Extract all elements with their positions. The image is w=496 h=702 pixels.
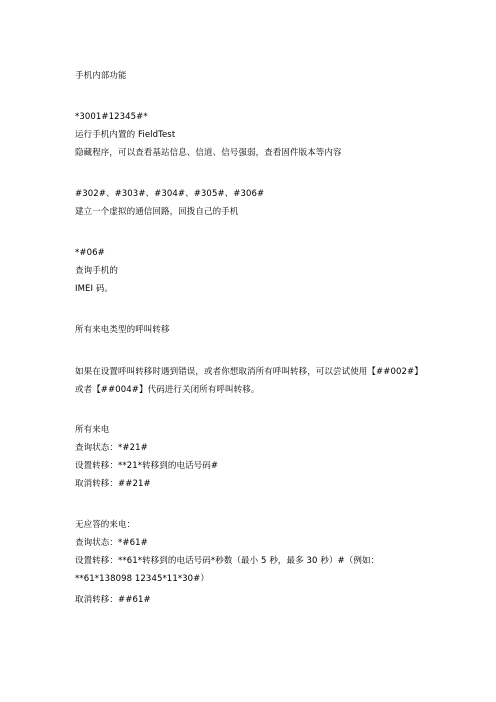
document-title: 手机内部功能 xyxy=(75,71,127,81)
fieldtest-code: *3001#12345#* xyxy=(75,112,148,122)
loop-desc: 建立一个虚拟的通信回路，回拨自己的手机 xyxy=(75,207,239,217)
fieldtest-line2: 隐藏程序，可以查看基站信息、信道、信号强弱，查看固件版本等内容 xyxy=(75,148,342,158)
no-answer-heading: 无应答的来电： xyxy=(75,520,136,530)
imei-line2: IMEI 码。 xyxy=(75,284,114,294)
imei-code: *#06# xyxy=(75,248,105,258)
forward-all-types-paragraph: 如果在设置呼叫转移时遇到错误，或者你想取消所有呼叫转移，可以尝试使用【##002#】或者【##004#】代码进行关闭所有呼叫转移。 xyxy=(75,367,419,395)
loop-code: #302#、#303#、#304#、#305#、#306# xyxy=(75,189,265,199)
all-calls-query: 查询状态：*#21# xyxy=(75,443,148,453)
no-answer-set: 设置转移：**61*转移到的电话号码*秒数（最小 5 秒，最多 30 秒）#（例如：**61*138098 12345*11*30#） xyxy=(75,556,380,584)
forward-all-types-heading: 所有来电类型的呼叫转移 xyxy=(75,325,170,335)
fieldtest-line1: 运行手机内置的 FieldTest xyxy=(75,130,176,140)
imei-line1: 查询手机的 xyxy=(75,266,119,276)
all-calls-heading: 所有来电 xyxy=(75,425,110,435)
all-calls-set: 设置转移：**21*转移到的电话号码# xyxy=(75,461,219,471)
no-answer-query: 查询状态：*#61# xyxy=(75,538,148,548)
no-answer-cancel: 取消转移：##61# xyxy=(75,595,151,605)
all-calls-cancel: 取消转移：##21# xyxy=(75,479,151,489)
